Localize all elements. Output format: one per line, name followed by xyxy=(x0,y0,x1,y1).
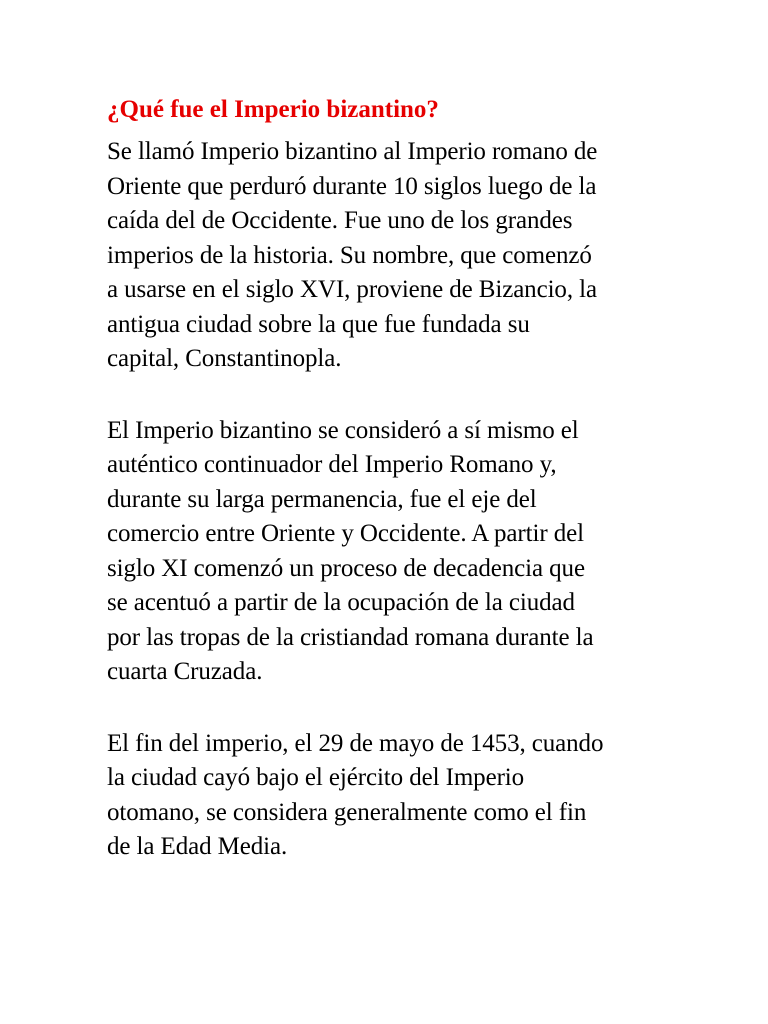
text-line: Se llamó Imperio bizantino al Imperio romano de xyxy=(107,138,598,165)
text-line: a usarse en el siglo XVI, proviene de Bizancio, la xyxy=(107,276,597,303)
text-line: caída del de Occidente. Fue uno de los grandes xyxy=(107,207,573,234)
text-line: durante su larga permanencia, fue el eje del xyxy=(107,485,537,513)
paragraph-1 xyxy=(107,135,707,377)
text-line: imperios de la historia. Su nombre, que comenzó xyxy=(107,241,592,269)
text-line: cuarta Cruzada. xyxy=(107,658,263,685)
text-line: siglo XI comenzó un proceso de decadencia que xyxy=(107,554,585,582)
text-line: antigua ciudad sobre la que fue fundada su xyxy=(107,310,530,338)
text-line: El Imperio bizantino se consideró a sí mismo el xyxy=(107,416,579,444)
text-line: El fin del imperio, el 29 de mayo de 1453, cuando xyxy=(107,729,604,757)
text-line: la ciudad cayó bajo el ejército del Imperio xyxy=(107,764,525,791)
document-content xyxy=(107,91,707,865)
paragraph-2 xyxy=(107,414,707,690)
text-line: capital, Constantinopla. xyxy=(107,345,342,372)
text-line: auténtico continuador del Imperio Romano y, xyxy=(107,451,557,478)
text-line: comercio entre Oriente y Occidente. A partir del xyxy=(107,520,584,547)
document-title: ¿Qué fue el Imperio bizantino? xyxy=(107,96,439,123)
paragraph-3 xyxy=(107,727,707,865)
text-line: por las tropas de la cristiandad romana durante la xyxy=(107,623,594,651)
text-line: Oriente que perduró durante 10 siglos luego de la xyxy=(107,172,597,200)
text-line: se acentuó a partir de la ocupación de la ciudad xyxy=(107,589,575,616)
text-line: otomano, se considera generalmente como el fin xyxy=(107,798,587,826)
text-line: de la Edad Media. xyxy=(107,833,288,860)
